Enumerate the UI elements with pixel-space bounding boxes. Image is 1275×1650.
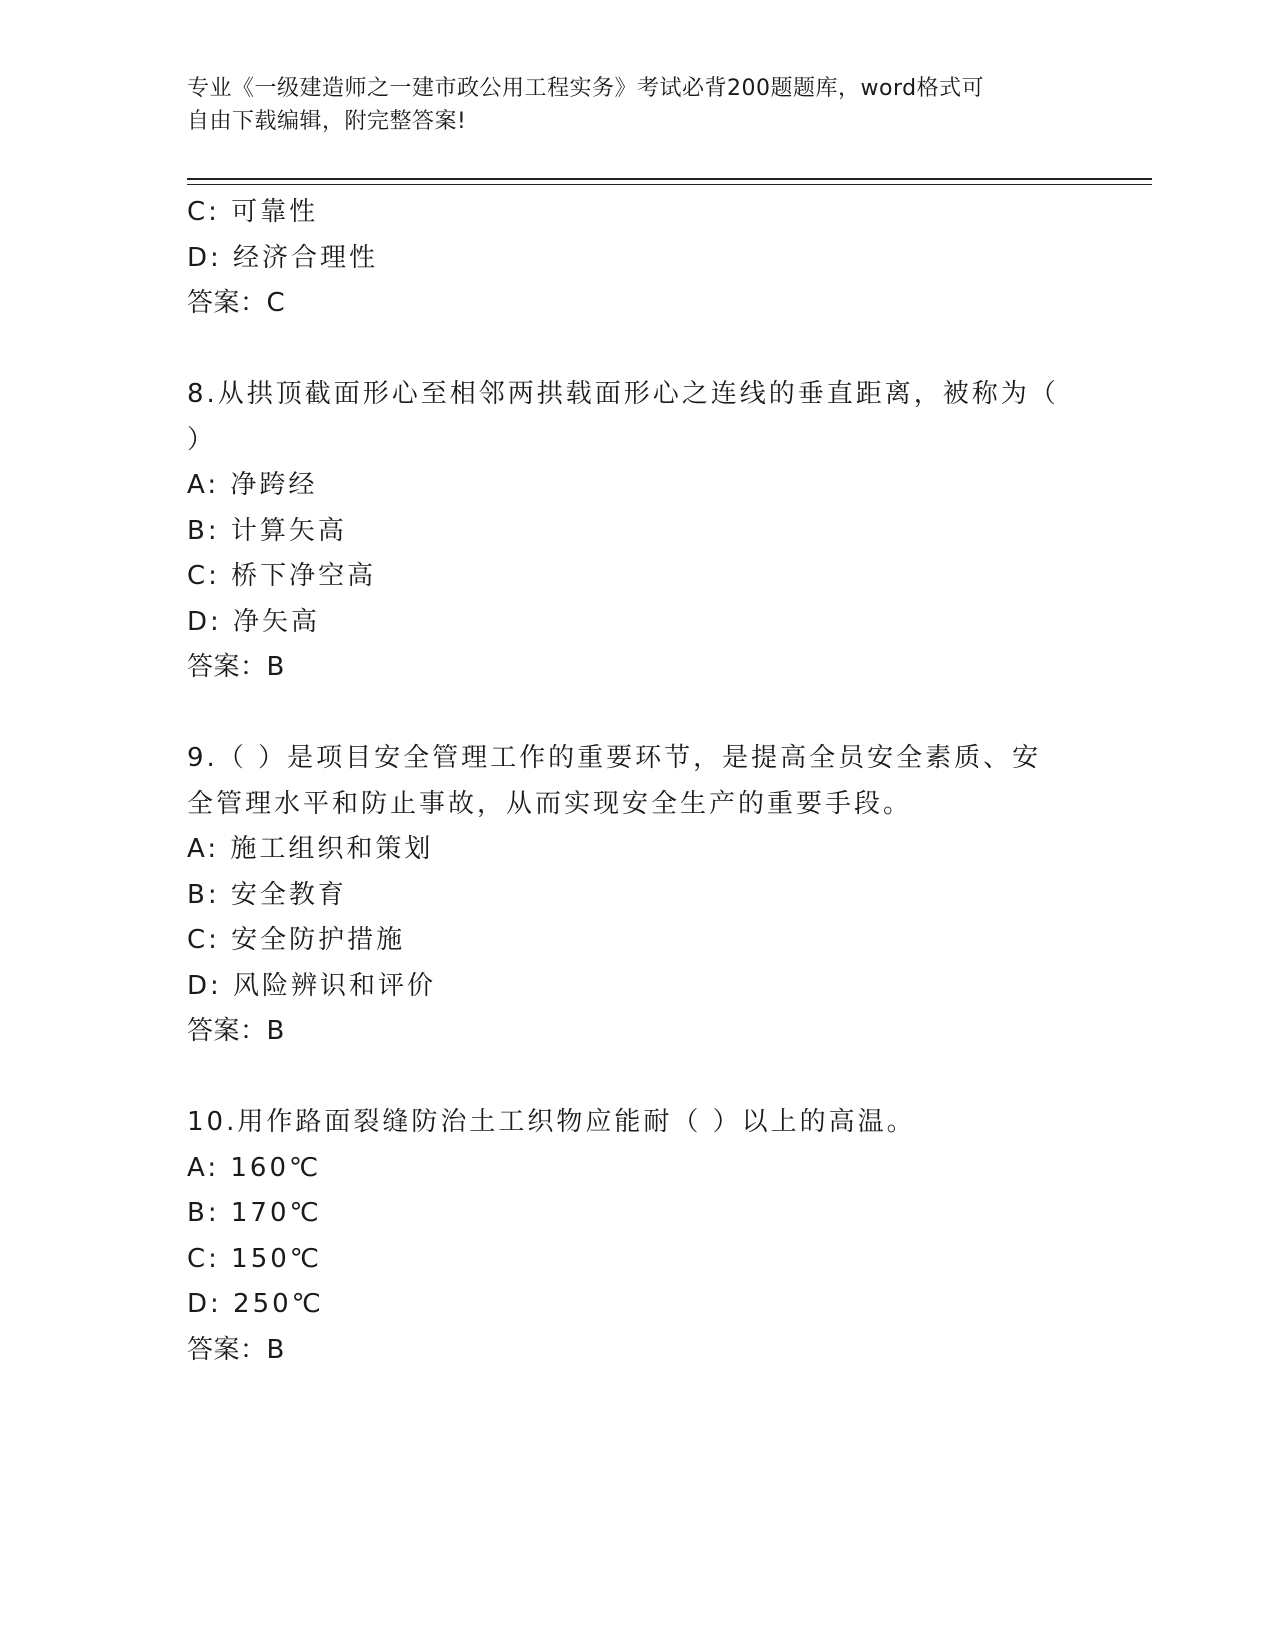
option-c: C: 安全防护措施 (187, 925, 406, 955)
option-d: D: 净矢高 (187, 606, 321, 637)
option-c: C: 150℃ (187, 1243, 323, 1274)
question-stem: 10.用作路面裂缝防治土工织物应能耐（ ）以上的高温。 (187, 1107, 916, 1137)
option-a: A: 施工组织和策划 (187, 834, 434, 864)
header-line-1: 专业《一级建造师之一建市政公用工程实务》考试必背200题题库，word格式可 (187, 76, 985, 101)
header-divider-thin (187, 184, 1152, 185)
option-a: A: 160℃ (187, 1152, 322, 1183)
option-d: D: 风险辨识和评价 (187, 970, 437, 1001)
spacer (187, 327, 1067, 373)
question-stem: ） (187, 424, 217, 455)
question-7-tail (187, 190, 1067, 327)
question-stem: 全管理水平和防止事故，从而实现安全生产的重要手段。 (187, 788, 913, 819)
option-a: A: 净跨经 (187, 470, 318, 500)
question-stem: 9.（ ）是项目安全管理工作的重要环节，是提高全员安全素质、安 (187, 743, 1042, 773)
header-divider-thick (187, 178, 1152, 180)
document-header (187, 72, 1067, 138)
header-line-2: 自由下载编辑，附完整答案! (187, 109, 467, 134)
question-list (187, 190, 1067, 1373)
option-c: C: 可靠性 (187, 197, 319, 227)
answer-label: 答案：B (187, 652, 285, 682)
option-d: D: 250℃ (187, 1289, 324, 1319)
spacer (187, 691, 1067, 737)
question-10 (187, 1100, 1067, 1373)
option-b: B: 计算矢高 (187, 515, 347, 546)
question-stem: 8.从拱顶截面形心至相邻两拱载面形心之连线的垂直距离，被称为（ (187, 379, 1059, 409)
answer-label: 答案：B (187, 1016, 285, 1046)
spacer (187, 1055, 1067, 1101)
question-9 (187, 736, 1067, 1055)
option-b: B: 安全教育 (187, 879, 347, 910)
answer-label: 答案：C (187, 288, 286, 318)
question-8 (187, 372, 1067, 691)
option-c: C: 桥下净空高 (187, 561, 377, 591)
option-b: B: 170℃ (187, 1198, 322, 1228)
option-d: D: 经济合理性 (187, 242, 379, 273)
answer-label: 答案：B (187, 1334, 285, 1365)
